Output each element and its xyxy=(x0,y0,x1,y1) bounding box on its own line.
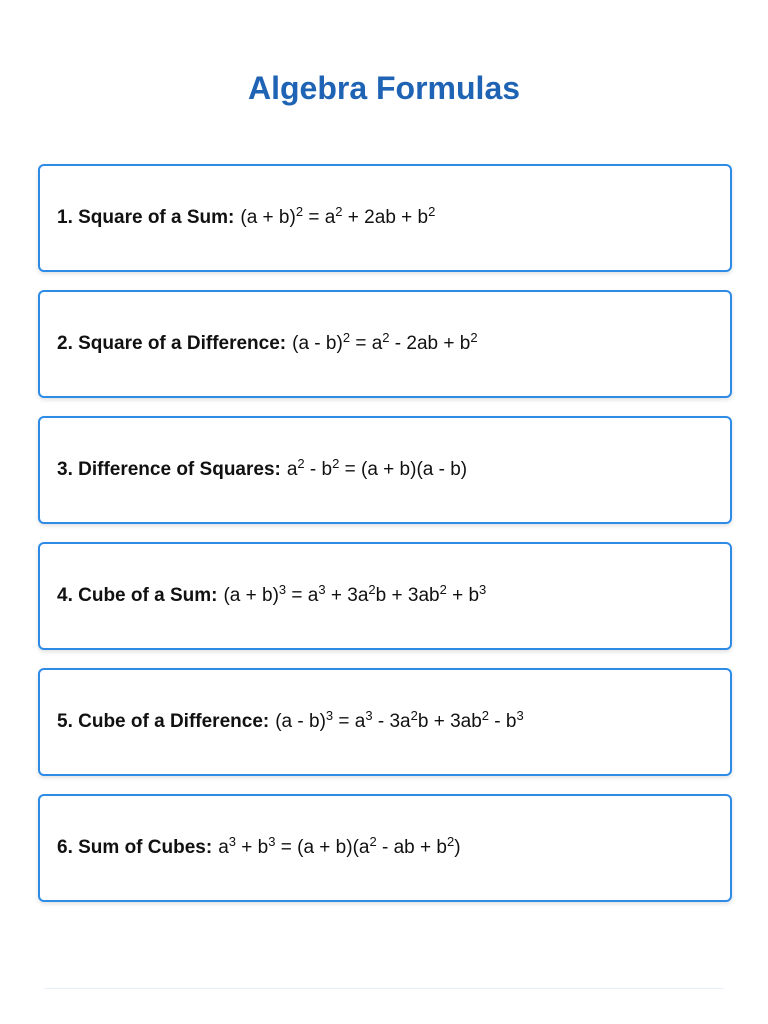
formula-exponent: 3 xyxy=(268,834,276,849)
formula-term: = a xyxy=(286,585,319,606)
formula-exponent: 2 xyxy=(342,330,351,345)
footer-divider xyxy=(44,988,724,989)
formula-term: (a + b) xyxy=(223,585,279,606)
formula-exponent: 2 xyxy=(382,330,390,345)
formula-term: = a xyxy=(350,333,383,354)
formula-term: = a xyxy=(333,711,366,732)
formula-exponent: 3 xyxy=(318,582,326,597)
formula-term: ) xyxy=(454,837,461,858)
formula-exponent: 3 xyxy=(278,582,287,597)
formula-expression xyxy=(292,330,478,355)
formula-exponent: 3 xyxy=(479,582,487,597)
page-title: Algebra Formulas xyxy=(247,70,521,106)
formula-exponent: 2 xyxy=(439,582,447,597)
formula-term: = (a + b)(a xyxy=(275,837,370,858)
formula-exponent: 2 xyxy=(369,834,377,849)
formula-term: + 3a xyxy=(325,585,369,606)
formula-exponent: 2 xyxy=(332,456,340,471)
formula-expression xyxy=(223,582,487,607)
formula-term: - b xyxy=(489,711,517,732)
formula-label: 4. Cube of a Sum: xyxy=(57,585,218,606)
formula-term: a xyxy=(218,837,229,858)
formula-term: = (a + b)(a - b) xyxy=(339,459,468,480)
formula-card xyxy=(38,416,732,524)
formula-term: - 3a xyxy=(372,711,411,732)
formula-label: 6. Sum of Cubes: xyxy=(57,837,213,858)
formula-expression xyxy=(240,204,436,229)
formula-term: = a xyxy=(303,207,336,228)
formula-card xyxy=(38,164,732,272)
formula-term: - 2ab + b xyxy=(389,333,471,354)
formula-card xyxy=(38,668,732,776)
formula-label: 3. Difference of Squares: xyxy=(57,459,281,480)
formula-exponent: 3 xyxy=(516,708,524,723)
formula-label: 1. Square of a Sum: xyxy=(57,207,235,228)
formula-exponent: 2 xyxy=(295,204,304,219)
formula-label: 2. Square of a Difference: xyxy=(57,333,287,354)
formula-exponent: 2 xyxy=(481,708,490,723)
formula-label: 5. Cube of a Difference: xyxy=(57,711,270,732)
formula-exponent: 3 xyxy=(365,708,373,723)
formula-card xyxy=(38,542,732,650)
formula-expression xyxy=(275,708,524,733)
formula-term: (a - b) xyxy=(275,711,326,732)
formula-term: + 2ab + b xyxy=(342,207,429,228)
formula-exponent: 3 xyxy=(228,834,236,849)
formula-exponent: 2 xyxy=(410,708,418,723)
formula-term: - ab + b xyxy=(376,837,447,858)
formula-card xyxy=(38,794,732,902)
formula-list xyxy=(38,164,732,920)
formula-card xyxy=(38,290,732,398)
formula-exponent: 2 xyxy=(428,204,436,219)
formula-term: b + 3ab xyxy=(417,711,482,732)
formula-exponent: 2 xyxy=(446,834,455,849)
formula-term: b + 3ab xyxy=(375,585,440,606)
formula-expression xyxy=(286,456,468,481)
formula-exponent: 2 xyxy=(335,204,343,219)
formula-exponent: 2 xyxy=(368,582,376,597)
formula-exponent: 3 xyxy=(325,708,334,723)
formula-term: (a + b) xyxy=(240,207,296,228)
formula-exponent: 2 xyxy=(297,456,305,471)
formula-exponent: 2 xyxy=(470,330,478,345)
formula-term: + b xyxy=(236,837,269,858)
formula-term: - b xyxy=(304,459,333,480)
formula-term: a xyxy=(286,459,298,480)
formula-term: + b xyxy=(446,585,480,606)
formula-term: (a - b) xyxy=(292,333,343,354)
formula-expression xyxy=(218,834,461,859)
